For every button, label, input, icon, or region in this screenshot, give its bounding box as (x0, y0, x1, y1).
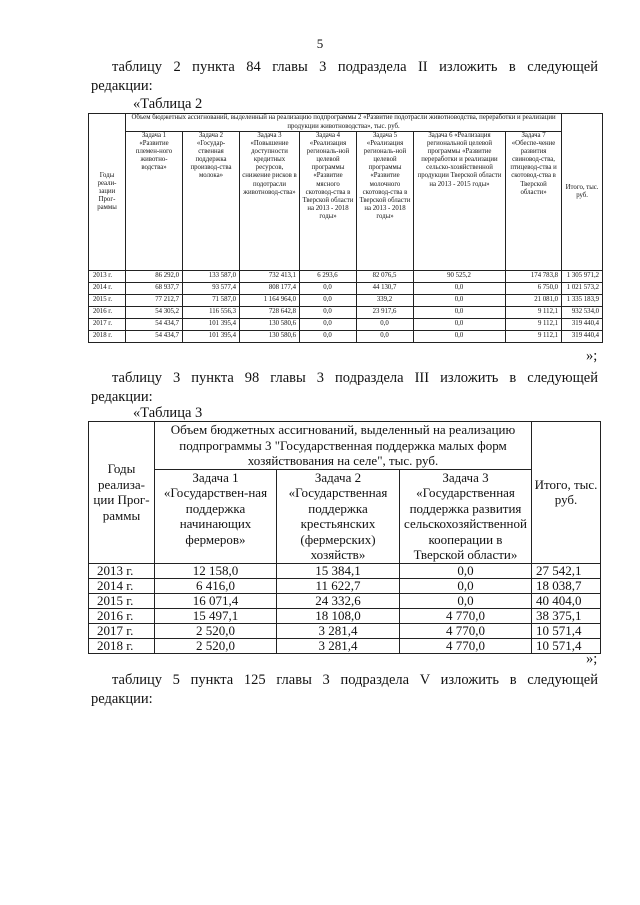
table2-total-header: Итого, тыс. руб. (562, 114, 603, 271)
value-cell: 9 112,1 (506, 331, 562, 343)
table3-years-header: Годы реализа-ции Прог-раммы (89, 422, 155, 564)
year-cell: 2018 г. (89, 638, 155, 653)
table2-task-header: Задача 5 «Реализация региональ-ной целевой программы «Развитие молочного скотовод-ства в Тверской области на 2013 - 2018 годы» (357, 132, 414, 271)
year-cell: 2017 г. (89, 623, 155, 638)
total-cell: 1 021 573,2 (562, 283, 603, 295)
value-cell: 808 177,4 (240, 283, 300, 295)
table-row (89, 295, 603, 307)
value-cell: 15 384,1 (277, 563, 400, 578)
table3-task-header: Задача 3 «Государственная поддержка развития сельскохозяйственной кооперации в Тверской области» (400, 469, 532, 563)
value-cell: 101 395,4 (183, 331, 240, 343)
total-cell: 38 375,1 (532, 608, 601, 623)
table-row (89, 283, 603, 295)
value-cell: 21 081,0 (506, 295, 562, 307)
table2-task-header: Задача 2 «Государ-ственная поддержка производ-ства молока» (183, 132, 240, 271)
total-cell: 319 440,4 (562, 331, 603, 343)
value-cell: 16 071,4 (155, 593, 277, 608)
total-cell: 18 038,7 (532, 578, 601, 593)
year-cell: 2013 г. (89, 271, 126, 283)
value-cell: 44 130,7 (357, 283, 414, 295)
value-cell: 90 525,2 (414, 271, 506, 283)
year-cell: 2013 г. (89, 563, 155, 578)
table-row (89, 578, 601, 593)
year-cell: 2015 г. (89, 593, 155, 608)
table-row (89, 331, 603, 343)
year-cell: 2016 г. (89, 307, 126, 319)
value-cell: 133 587,0 (183, 271, 240, 283)
total-cell: 40 404,0 (532, 593, 601, 608)
table-row (89, 307, 603, 319)
table2-group-header: Объем бюджетных ассигнований, выделенный на реализацию подпрограммы 2 «Развитие подотрасли животноводства, переработки и реализации продукции животноводства», тыс. руб. (126, 114, 562, 132)
table2-task-header: Задача 1 «Развитие племен-ного животно-водства» (126, 132, 183, 271)
table2-task-header: Задача 3 «Повышение доступности кредитных ресурсов, снижение рисков в подотрасли животновод-ства» (240, 132, 300, 271)
table2-caption: «Таблица 2 (133, 96, 203, 112)
value-cell: 0,0 (414, 283, 506, 295)
total-cell: 932 534,0 (562, 307, 603, 319)
value-cell: 11 622,7 (277, 578, 400, 593)
value-cell: 54 305,2 (126, 307, 183, 319)
value-cell: 0,0 (357, 319, 414, 331)
value-cell: 93 577,4 (183, 283, 240, 295)
intro-t5-line2: редакции: (91, 691, 153, 707)
value-cell: 116 556,3 (183, 307, 240, 319)
total-cell: 319 440,4 (562, 319, 603, 331)
value-cell: 15 497,1 (155, 608, 277, 623)
value-cell: 54 434,7 (126, 319, 183, 331)
table3-group-header: Объем бюджетных ассигнований, выделенный на реализацию подпрограммы 3 "Государственная поддержка малых форм хозяйствования на селе", тыс. руб. (155, 422, 532, 470)
value-cell: 9 112,1 (506, 319, 562, 331)
table3-total-header: Итого, тыс. руб. (532, 422, 601, 564)
value-cell: 6 416,0 (155, 578, 277, 593)
value-cell: 732 413,1 (240, 271, 300, 283)
table2-years-header: Годы реали-зации Прог-раммы (89, 114, 126, 271)
table2-task-header: Задача 7 «Обеспе-чение развития свиновод-ства, птицевод-ства и скотовод-ства в Тверской области» (506, 132, 562, 271)
value-cell: 174 783,8 (506, 271, 562, 283)
value-cell: 0,0 (300, 295, 357, 307)
table-row (89, 623, 601, 638)
value-cell: 0,0 (300, 331, 357, 343)
value-cell: 0,0 (300, 283, 357, 295)
table2-closing: »; (586, 348, 598, 364)
table-row (89, 638, 601, 653)
table-row (89, 319, 603, 331)
value-cell: 1 164 964,0 (240, 295, 300, 307)
year-cell: 2017 г. (89, 319, 126, 331)
value-cell: 86 292,0 (126, 271, 183, 283)
value-cell: 12 158,0 (155, 563, 277, 578)
year-cell: 2014 г. (89, 578, 155, 593)
table-row (89, 593, 601, 608)
value-cell: 0,0 (300, 307, 357, 319)
value-cell: 0,0 (414, 331, 506, 343)
value-cell: 130 580,6 (240, 319, 300, 331)
value-cell: 0,0 (414, 295, 506, 307)
value-cell: 2 520,0 (155, 623, 277, 638)
total-cell: 10 571,4 (532, 638, 601, 653)
table3-task-header: Задача 1 «Государствен-ная поддержка начинающих фермеров» (155, 469, 277, 563)
intro-t3-line1: таблицу 3 пункта 98 главы 3 подраздела III изложить в следующей (112, 370, 598, 386)
value-cell: 9 112,1 (506, 307, 562, 319)
value-cell: 0,0 (300, 319, 357, 331)
value-cell: 3 281,4 (277, 638, 400, 653)
total-cell: 27 542,1 (532, 563, 601, 578)
value-cell: 339,2 (357, 295, 414, 307)
value-cell: 0,0 (400, 563, 532, 578)
table3-closing: »; (586, 651, 598, 667)
value-cell: 4 770,0 (400, 638, 532, 653)
total-cell: 10 571,4 (532, 623, 601, 638)
year-cell: 2015 г. (89, 295, 126, 307)
table2-task-header: Задача 4 «Реализация региональ-ной целевой программы «Развитие мясного скотовод-ства в Тверской области на 2013 - 2018 годы» (300, 132, 357, 271)
value-cell: 23 917,6 (357, 307, 414, 319)
year-cell: 2014 г. (89, 283, 126, 295)
total-cell: 1 305 971,2 (562, 271, 603, 283)
year-cell: 2016 г. (89, 608, 155, 623)
value-cell: 18 108,0 (277, 608, 400, 623)
total-cell: 1 335 183,9 (562, 295, 603, 307)
intro-t2-line2: редакции: (91, 78, 153, 94)
table-row (89, 563, 601, 578)
value-cell: 0,0 (414, 307, 506, 319)
table-row (89, 608, 601, 623)
value-cell: 77 212,7 (126, 295, 183, 307)
value-cell: 24 332,6 (277, 593, 400, 608)
year-cell: 2018 г. (89, 331, 126, 343)
table-row (89, 271, 603, 283)
value-cell: 68 937,7 (126, 283, 183, 295)
table2-task-header: Задача 6 «Реализация региональной целевой программы «Развитие переработки и реализации сельско-хозяйственной продукции Тверской области на 2013 - 2015 годы» (414, 132, 506, 271)
value-cell: 2 520,0 (155, 638, 277, 653)
value-cell: 3 281,4 (277, 623, 400, 638)
intro-t3-line2: редакции: (91, 389, 153, 405)
value-cell: 101 395,4 (183, 319, 240, 331)
value-cell: 4 770,0 (400, 608, 532, 623)
intro-t5-line1: таблицу 5 пункта 125 главы 3 подраздела V изложить в следующей (112, 672, 598, 688)
table3 (88, 421, 601, 654)
value-cell: 0,0 (357, 331, 414, 343)
table2 (88, 113, 603, 343)
value-cell: 0,0 (414, 319, 506, 331)
table3-caption: «Таблица 3 (133, 405, 203, 421)
page-number: 5 (316, 36, 324, 51)
value-cell: 728 642,8 (240, 307, 300, 319)
value-cell: 71 587,0 (183, 295, 240, 307)
value-cell: 0,0 (400, 578, 532, 593)
value-cell: 130 580,6 (240, 331, 300, 343)
value-cell: 82 076,5 (357, 271, 414, 283)
value-cell: 6 750,0 (506, 283, 562, 295)
value-cell: 54 434,7 (126, 331, 183, 343)
value-cell: 6 293,6 (300, 271, 357, 283)
value-cell: 4 770,0 (400, 623, 532, 638)
table3-task-header: Задача 2 «Государственная поддержка крестьянских (фермерских) хозяйств» (277, 469, 400, 563)
intro-t2-line1: таблицу 2 пункта 84 главы 3 подраздела II изложить в следующей (112, 59, 598, 75)
value-cell: 0,0 (400, 593, 532, 608)
